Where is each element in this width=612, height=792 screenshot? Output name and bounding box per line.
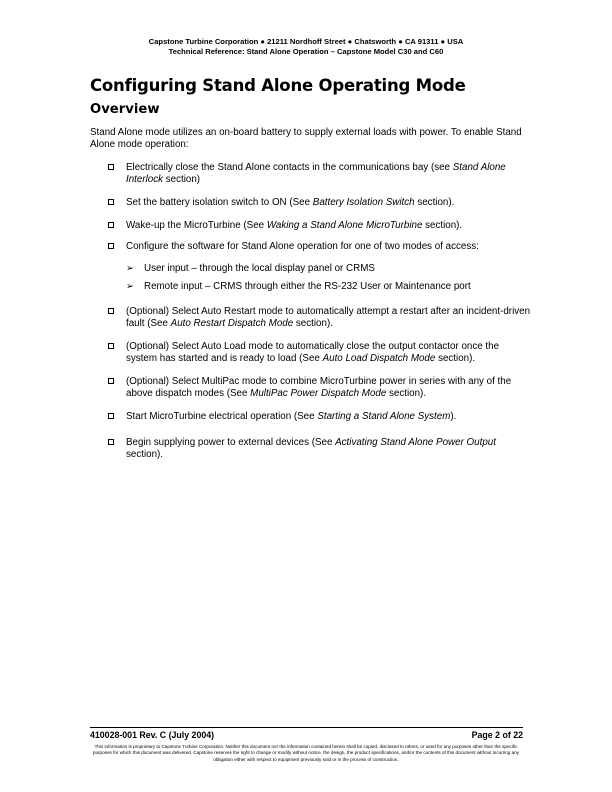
item-text: Begin supplying power to external devices (See bbox=[126, 437, 336, 448]
item-reference: Battery Isolation Switch bbox=[312, 197, 415, 208]
checkbox-bullet-icon bbox=[108, 243, 114, 249]
item-tail: section). bbox=[435, 353, 476, 364]
item-tail: section). bbox=[386, 388, 427, 399]
section-heading: Overview bbox=[90, 102, 160, 117]
checkbox-bullet-icon bbox=[108, 164, 114, 170]
page-title: Configuring Stand Alone Operating Mode bbox=[90, 76, 466, 95]
item-tail: section) bbox=[163, 174, 201, 185]
item-text: Set the battery isolation switch to ON (See bbox=[126, 197, 313, 208]
arrow-bullet-icon: ➢ bbox=[126, 263, 134, 274]
checkbox-bullet-icon bbox=[108, 413, 114, 419]
item-text: Wake-up the MicroTurbine (See bbox=[126, 220, 267, 231]
item-tail: section). bbox=[422, 220, 463, 231]
item-text: Start MicroTurbine electrical operation (See bbox=[126, 411, 318, 422]
item-tail: section). bbox=[126, 449, 164, 460]
sub-item-text: Remote input – CRMS through either the RS-232 User or Maintenance port bbox=[144, 281, 471, 292]
item-reference: Waking a Stand Alone MicroTurbine bbox=[266, 220, 423, 231]
item-text: (Optional) Select Auto Load mode to automatically close the output contactor once the system has started and is ready to load (See bbox=[126, 341, 500, 364]
checkbox-bullet-icon bbox=[108, 439, 114, 445]
item-tail: ). bbox=[450, 411, 457, 422]
document-revision: 410028-001 Rev. C (July 2004) bbox=[90, 730, 215, 740]
page-header bbox=[0, 37, 612, 57]
item-text: (Optional) Select Auto Restart mode to automatically attempt a restart after an incident-driven fault (See bbox=[126, 306, 531, 329]
intro-paragraph: Stand Alone mode utilizes an on-board battery to supply external loads with power. To enable Stand Alone mode operation: bbox=[90, 127, 522, 150]
item-text: Electrically close the Stand Alone contacts in the communications bay (see bbox=[126, 162, 453, 173]
item-reference: Auto Restart Dispatch Mode bbox=[170, 318, 294, 329]
footer-divider bbox=[90, 727, 523, 728]
checkbox-bullet-icon bbox=[108, 308, 114, 314]
item-reference: Starting a Stand Alone System bbox=[317, 411, 451, 422]
checkbox-bullet-icon bbox=[108, 378, 114, 384]
item-reference: MultiPac Power Dispatch Mode bbox=[250, 388, 387, 399]
item-tail: section). bbox=[293, 318, 333, 329]
checkbox-bullet-icon bbox=[108, 199, 114, 205]
header-reference: Technical Reference: Stand Alone Operation – Capstone Model C30 and C60 bbox=[168, 47, 444, 56]
item-tail: section). bbox=[414, 197, 455, 208]
sub-item-text: User input – through the local display panel or CRMS bbox=[144, 263, 375, 274]
item-text: Configure the software for Stand Alone operation for one of two modes of access: bbox=[126, 241, 479, 252]
item-reference: Activating Stand Alone Power Output bbox=[335, 437, 496, 448]
arrow-bullet-icon: ➢ bbox=[126, 281, 134, 292]
item-text: (Optional) Select MultiPac mode to combine MicroTurbine power in series with any of the above dispatch modes (See bbox=[126, 376, 512, 399]
proprietary-notice: This information is proprietary to Capstone Turbine Corporation. Neither this document nor the information contained herein shall be copied, disclosed to others, or used for any purposes other than the specific purposes for which this document was delivered. Capstone reserves the right to change or modify without notice, the design, the product specifications, and/or the contents of this document without incurring any obligation either with respect to equipment previously sold or in the process of construction. bbox=[92, 744, 520, 762]
page-number: Page 2 of 22 bbox=[471, 730, 523, 740]
item-reference: Auto Load Dispatch Mode bbox=[322, 353, 436, 364]
checkbox-bullet-icon bbox=[108, 343, 114, 349]
checkbox-bullet-icon bbox=[108, 222, 114, 228]
item-reference: Stand Alone Interlock bbox=[126, 162, 506, 185]
header-address: Capstone Turbine Corporation ● 21211 Nordhoff Street ● Chatsworth ● CA 91311 ● USA bbox=[148, 37, 464, 46]
